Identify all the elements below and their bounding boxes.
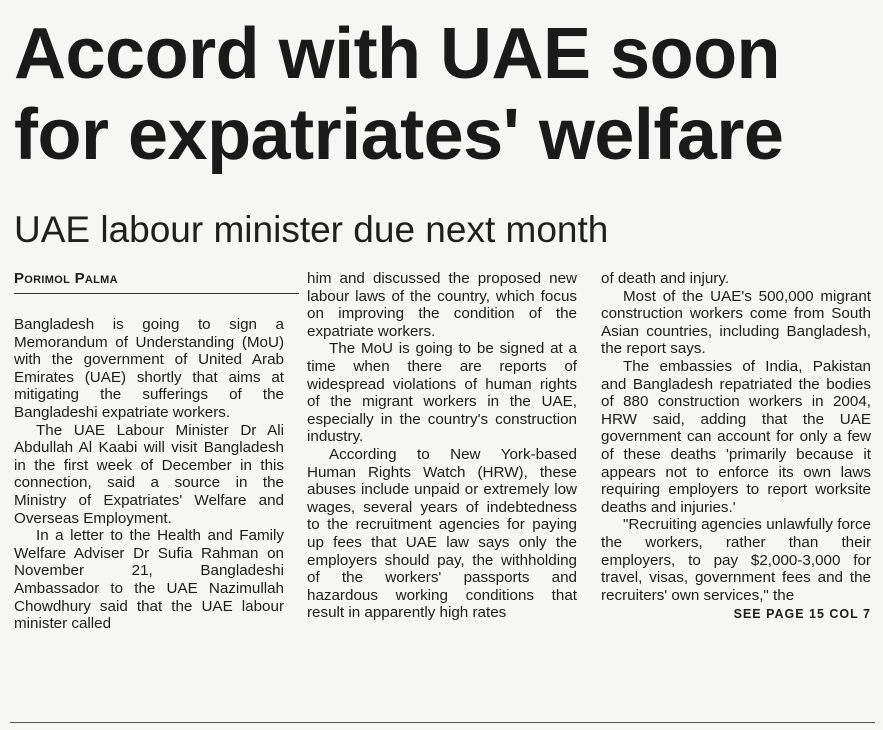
paragraph: Most of the UAE's 500,000 migrant construction workers come from South Asian countries, including Bangladesh, the report says. bbox=[601, 287, 871, 358]
article-column-3 bbox=[601, 270, 871, 624]
bottom-divider bbox=[10, 722, 875, 723]
headline-line-2: for expatriates' welfare bbox=[14, 95, 784, 175]
headline bbox=[14, 14, 883, 176]
paragraph: him and discussed the proposed new labour laws of the country, which focus on improving the condition of the expatriate workers. bbox=[307, 270, 577, 340]
article-column-1 bbox=[14, 316, 284, 633]
paragraph: The UAE Labour Minister Dr Ali Abdullah Al Kaabi will visit Bangladesh in the first week of December in this connection, said a source in the Ministry of Expatriates' Welfare and Overseas Employment. bbox=[14, 421, 284, 527]
continuation-jump-line: SEE PAGE 15 COL 7 bbox=[733, 607, 871, 622]
paragraph: "Recruiting agencies unlawfully force the workers, rather than their employers, to pay $2,000-3,000 for travel, visas, government fees and the recruiters' own services," the bbox=[601, 516, 871, 604]
paragraph: According to New York-based Human Rights Watch (HRW), these abuses include unpaid or extremely low wages, several years of indebtedness to the recruitment agencies for paying up fees that UAE law says only the employers should pay, the withholding of the workers' passports and hazardous working conditions that result in apparently high rates bbox=[307, 445, 577, 622]
byline: Porimol Palma bbox=[14, 270, 299, 294]
article-column-2 bbox=[307, 270, 577, 622]
paragraph: Bangladesh is going to sign a Memorandum of Understanding (MoU) with the government of United Arab Emirates (UAE) shortly that aims at mitigating the sufferings of the Bangladeshi expatriate workers. bbox=[14, 316, 284, 421]
headline-line-1: Accord with UAE soon bbox=[14, 14, 781, 94]
paragraph: In a letter to the Health and Family Welfare Adviser Dr Sufia Rahman on November 21, Bangladeshi Ambassador to the UAE Nazimullah Chowdhury said that the UAE labour minister called bbox=[14, 527, 284, 633]
paragraph: The embassies of India, Pakistan and Bangladesh repatriated the bodies of 880 construction workers in 2004, HRW said, adding that the UAE government can account for only a few of these deaths 'primarily because it appears not to enforce its own laws requiring employers to report worksite deaths and injuries.' bbox=[601, 357, 871, 516]
paragraph: The MoU is going to be signed at a time when there are reports of widespread violations of human rights of the migrant workers in the UAE, especially in the country's construction industry. bbox=[307, 340, 577, 446]
subheadline: UAE labour minister due next month bbox=[14, 209, 609, 250]
paragraph: of death and injury. bbox=[601, 270, 730, 287]
